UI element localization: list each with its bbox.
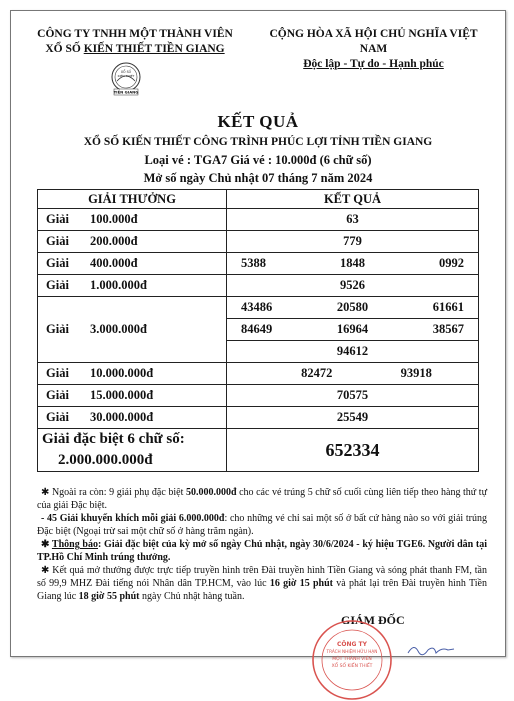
prize-amount: 200.000đ (90, 234, 138, 248)
result-cell (227, 231, 479, 253)
seal-text: MỘT THÀNH VIÊN (332, 657, 372, 662)
winning-number: 16964 (336, 322, 369, 336)
winning-number: 779 (343, 234, 362, 248)
special-prize-label (38, 429, 227, 472)
prize-label (38, 275, 227, 297)
table-row (38, 231, 479, 253)
note-text: ✱ Kết quả mở thưởng được trực tiếp truyền hình trên Đài truyền hình Tiền Giang và sóng phát thanh FM, tần số 99,9 MHZ Đài tiếng nói Nhân dân TP.HCM, vào lúc (37, 565, 487, 589)
winning-number: 25549 (336, 410, 369, 424)
winning-number: 93918 (400, 366, 432, 380)
seal-text: XỔ SỐ KIẾN THIẾT (331, 664, 373, 669)
winning-number: 5388 (241, 256, 266, 270)
signature-icon (406, 641, 456, 659)
note-text: cho các vé trúng 5 chữ số cuối cùng liên tiếp theo hàng thứ tự của giải Đặc biệt. (37, 487, 488, 511)
prize-amount: 1.000.000đ (90, 278, 147, 292)
note-text: : cho những vé chỉ sai một số ở bất cứ hàng nào so với giải trúng Đặc biệt (Ngoại trừ sai một chữ số ở hàng trăm ngàn). (37, 513, 487, 537)
prize-word: Giải (46, 366, 69, 380)
results-table (37, 189, 479, 472)
winning-number: 1848 (340, 256, 365, 270)
note-text: và phát lại trên Đài truyền hình Tiền Giang lúc (37, 578, 487, 602)
prize-amount: 3.000.000đ (90, 322, 147, 336)
note-bold: Thông báo (51, 539, 98, 550)
country-header (256, 27, 491, 72)
seal-text: CÔNG TY (337, 641, 367, 648)
result-cell (227, 319, 479, 341)
winning-number: 43486 (241, 300, 273, 314)
note-bold: ✱ (41, 539, 52, 550)
signer-title: GIÁM ĐỐC (341, 613, 405, 627)
note-text: ngày Chủ nhật hàng tuần. (139, 591, 245, 602)
result-cell (227, 275, 479, 297)
prize-label (38, 363, 227, 385)
winning-number: 63 (346, 212, 359, 226)
result-cell (227, 385, 479, 407)
company-name-line1: CÔNG TY TNHH MỘT THÀNH VIÊN (37, 28, 233, 40)
result-cell (227, 341, 479, 363)
prize-word: Giải (46, 410, 69, 424)
winning-number: 70575 (336, 388, 369, 402)
prize-word: Giải (46, 322, 69, 336)
result-cell (227, 363, 479, 385)
result-cell (227, 209, 479, 231)
company-name-prefix: XỔ SỐ (45, 43, 84, 55)
ticket-info: Loại vé : TGA7 Giá vé : 10.000đ (6 chữ số) (144, 153, 372, 167)
prize-word: Giải (46, 278, 69, 292)
prize-label (38, 297, 227, 363)
winning-number: 38567 (432, 322, 464, 336)
prize-amount: 10.000.000đ (90, 366, 154, 380)
note-bold: 18 giờ 55 phút (78, 591, 140, 602)
winning-number: 61661 (432, 300, 464, 314)
special-prize-row (38, 429, 479, 472)
table-header-row (38, 190, 479, 209)
prize-word: Giải (46, 212, 69, 226)
note-bold: 50.000.000đ (185, 487, 237, 498)
page-title: KẾT QUẢ (217, 112, 299, 131)
prize-column-header: GIẢI THƯỞNG (38, 190, 227, 209)
notes (37, 486, 487, 603)
prize-amount: 30.000.000đ (90, 410, 154, 424)
prize-label (38, 407, 227, 429)
company-name-line2 (35, 42, 235, 57)
prize-word: Giải (46, 234, 69, 248)
result-cell (227, 407, 479, 429)
company-header (35, 27, 235, 57)
company-name-underlined: KIẾN THIẾT TIỀN GIANG (83, 43, 225, 55)
page-subtitle: XỔ SỐ KIẾN THIẾT CÔNG TRÌNH PHÚC LỢI TỈNH TIỀN GIANG (83, 136, 433, 148)
table-row (38, 363, 479, 385)
special-prize-amount: 2.000.000.000đ (58, 452, 153, 468)
winning-number: 9526 (340, 278, 365, 292)
winning-number: 94612 (336, 344, 369, 358)
winning-number: 20580 (336, 300, 369, 314)
prize-amount: 100.000đ (90, 212, 138, 226)
seal-text: TRÁCH NHIỆM HỮU HẠN (326, 649, 378, 654)
prize-label (38, 231, 227, 253)
note-bold: : Giải đặc biệt của kỳ mở số ngày Chủ nhật, ngày 30/6/2024 - ký hiệu TGE6. Người dân tại TP.Hồ Chí Minh trúng thưởng. (37, 539, 488, 563)
special-prize-number: 652334 (227, 429, 479, 472)
prize-amount: 400.000đ (90, 256, 138, 270)
winning-number: 0992 (439, 256, 464, 270)
lottery-result-sheet (10, 10, 506, 669)
logo-text-mid: KIẾN THIẾT (117, 74, 135, 78)
logo-text-bottom: TIỀN GIANG (113, 89, 139, 95)
note-bold: 16 giờ 15 phút (269, 578, 333, 589)
prize-amount: 15.000.000đ (90, 388, 154, 402)
result-cell (227, 253, 479, 275)
special-prize-title: Giải đặc biệt 6 chữ số: (42, 431, 185, 447)
winning-number: 82472 (301, 366, 333, 380)
table-row (38, 275, 479, 297)
logo-text-top: XỔ SỐ (120, 70, 132, 74)
prize-label (38, 253, 227, 275)
prize-label (38, 209, 227, 231)
draw-date: Mở số ngày Chủ nhật 07 tháng 7 năm 2024 (143, 171, 373, 185)
note-bold: - 45 Giải khuyến khích mỗi giải 6.000.000đ (41, 513, 225, 524)
company-logo-icon (108, 61, 144, 97)
table-row (38, 209, 479, 231)
winning-number: 84649 (241, 322, 273, 336)
table-row (38, 385, 479, 407)
note-sub-prizes (37, 486, 487, 512)
result-cell (227, 297, 479, 319)
note-text: ✱ Ngoài ra còn: 9 giải phụ đặc biệt (41, 487, 186, 498)
table-row (38, 253, 479, 275)
prize-word: Giải (46, 388, 69, 402)
prize-word: Giải (46, 256, 69, 270)
table-row (38, 407, 479, 429)
country-name: CỘNG HÒA XÃ HỘI CHỦ NGHĨA VIỆT NAM (269, 28, 478, 55)
company-seal-icon (311, 619, 393, 701)
table-row (38, 297, 479, 319)
country-motto: Độc lập - Tự do - Hạnh phúc (303, 58, 444, 70)
prize-label (38, 385, 227, 407)
note-broadcast (37, 564, 487, 603)
result-column-header: KẾT QUẢ (227, 190, 479, 209)
note-consolation (37, 512, 487, 538)
note-announcement (37, 538, 487, 564)
